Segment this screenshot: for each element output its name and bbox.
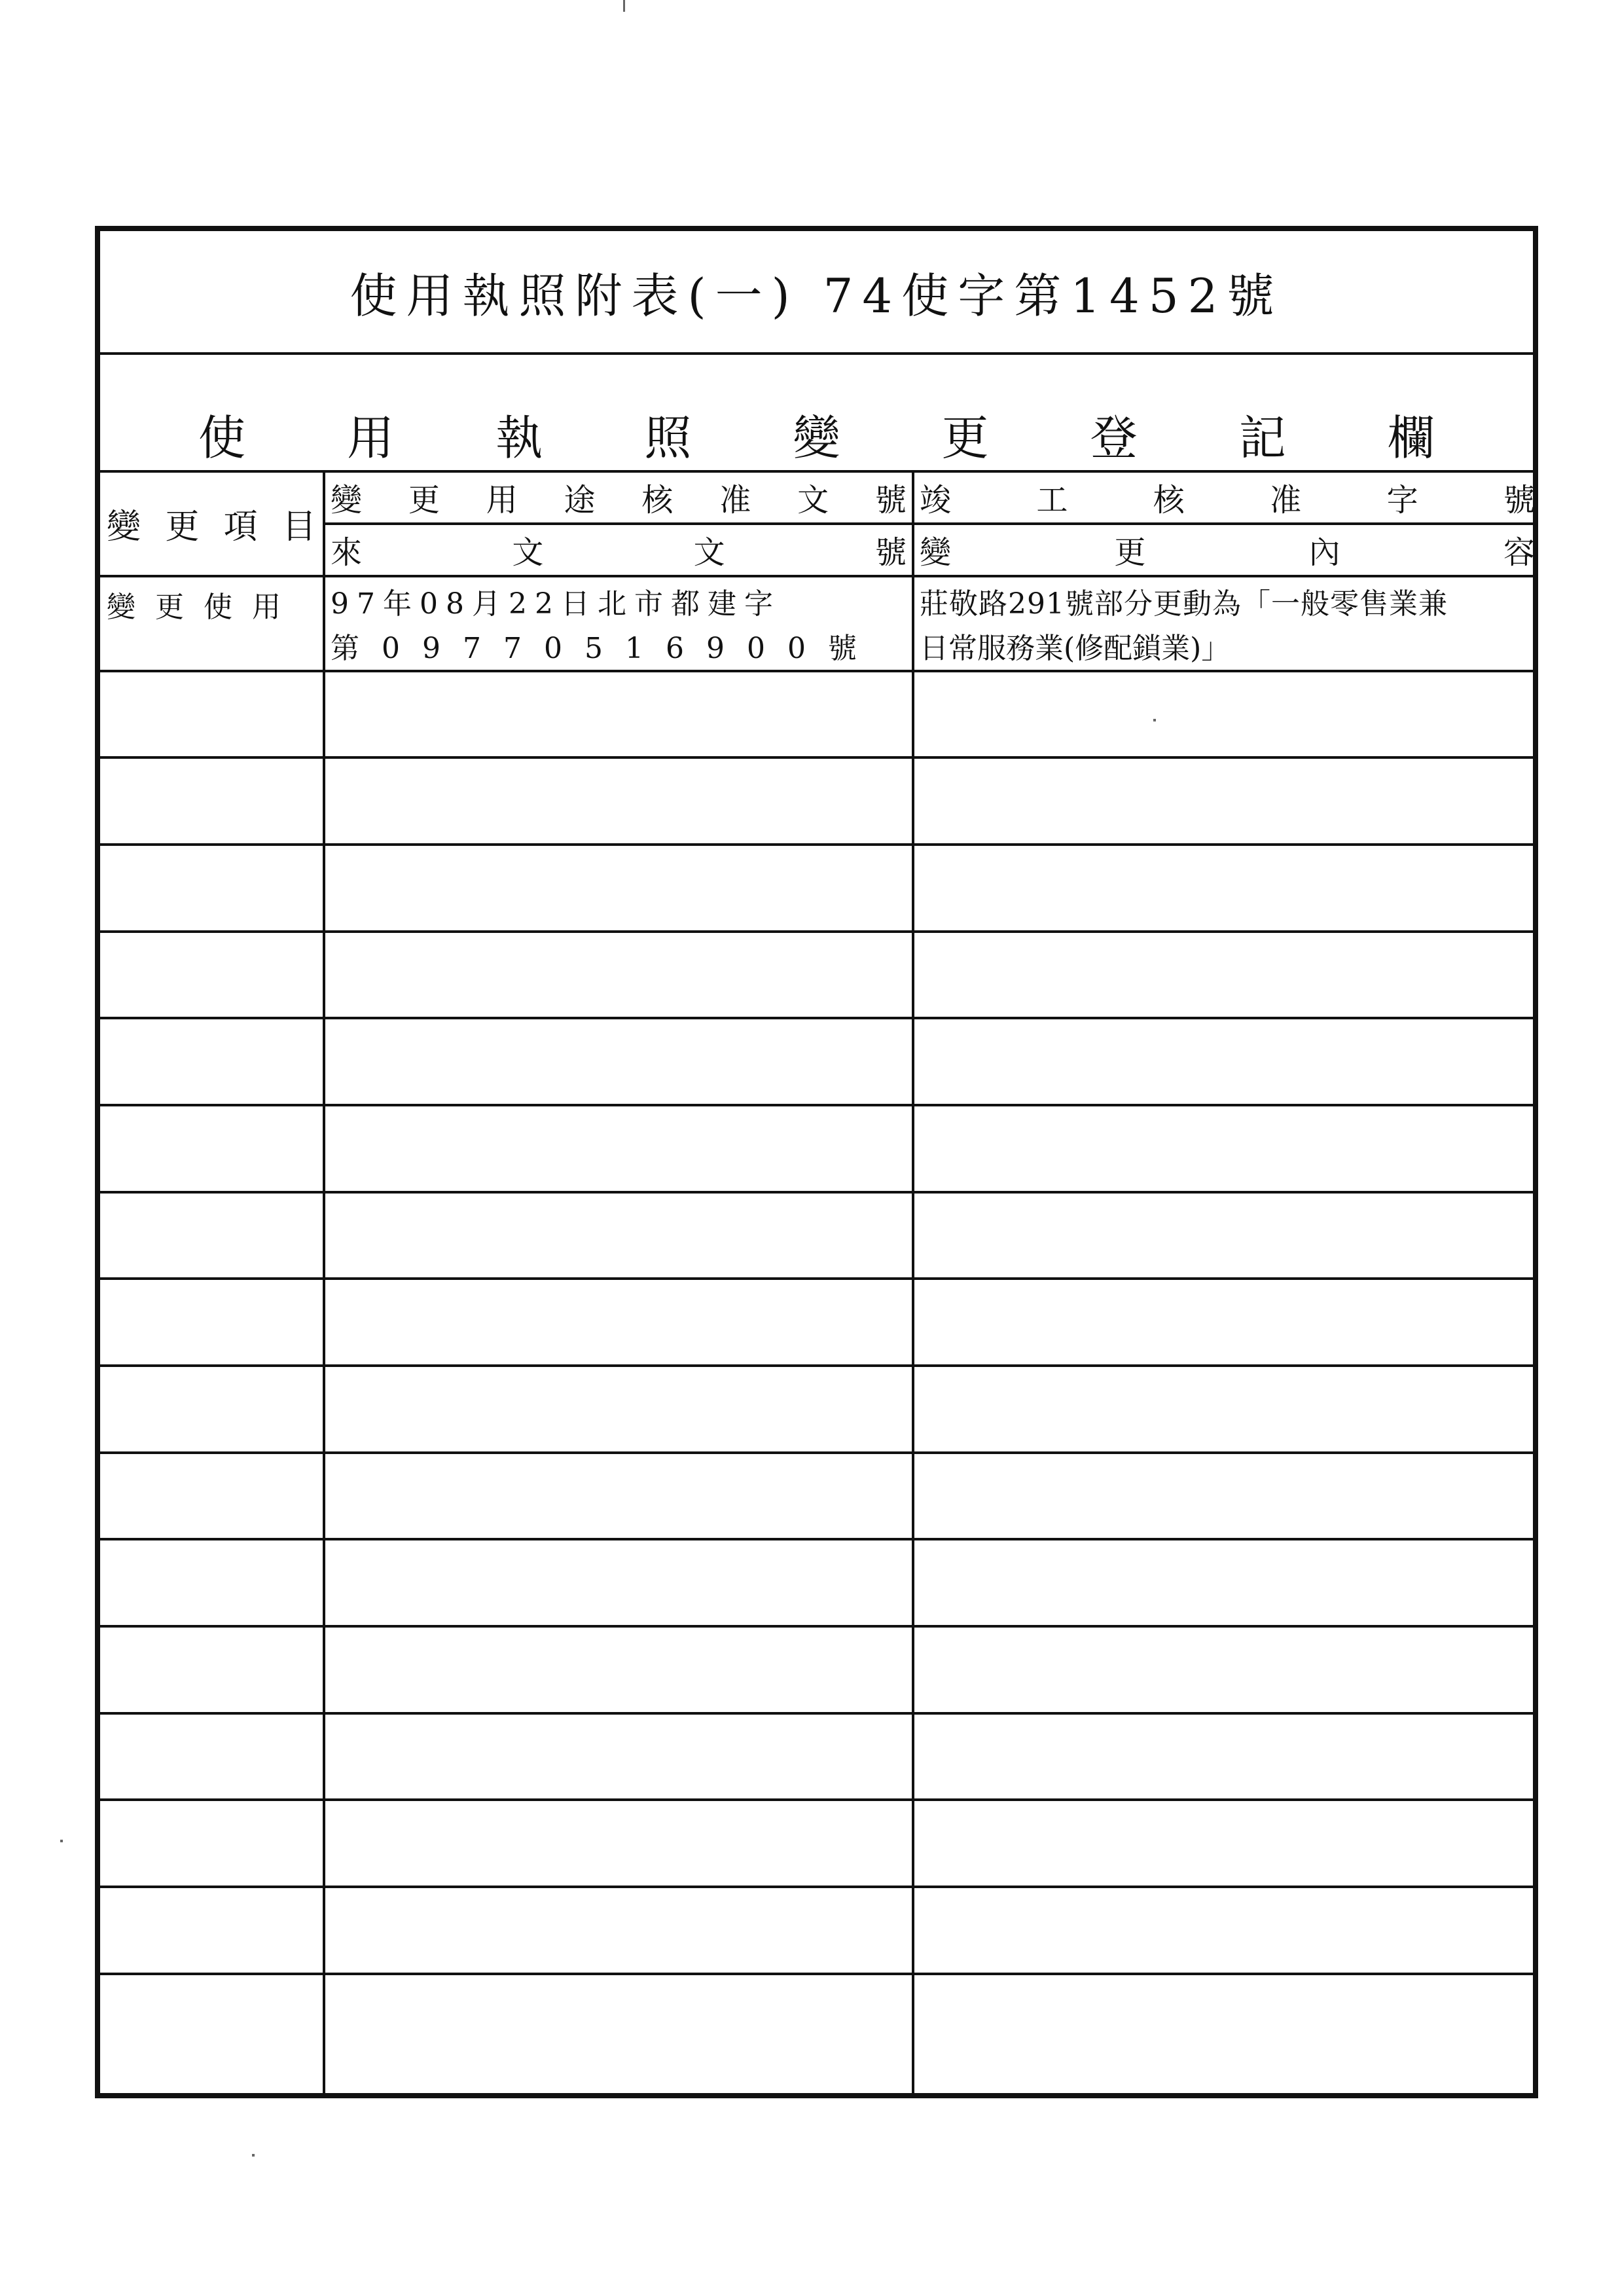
header-char: 文 xyxy=(693,534,725,571)
row-doc-no-line1: 97年08月22日北市都建字 xyxy=(331,587,781,621)
header-char: 項 xyxy=(223,507,258,547)
row-content-line2: 日常服務業(修配鎖業)」 xyxy=(920,632,1231,665)
header-char: 號 xyxy=(1503,481,1535,519)
empty-row-rule xyxy=(100,1451,1533,1454)
header-char: 准 xyxy=(1270,481,1302,519)
header-char: 核 xyxy=(641,481,674,519)
empty-row-rule xyxy=(100,1973,1533,1975)
header-char: 內 xyxy=(1308,534,1340,571)
header-incoming-no xyxy=(331,526,907,573)
empty-row-rule xyxy=(100,756,1533,759)
header-char: 更 xyxy=(1114,534,1146,571)
header-char: 號 xyxy=(874,481,907,519)
scan-mark xyxy=(252,2154,255,2157)
column-divider xyxy=(912,470,914,2093)
subtitle-char: 變 xyxy=(793,410,840,465)
empty-row-rule xyxy=(100,1277,1533,1280)
rule xyxy=(100,575,1533,577)
subtitle-char: 記 xyxy=(1238,410,1286,465)
header-char: 更 xyxy=(408,481,440,519)
empty-row-rule xyxy=(100,1625,1533,1628)
header-char: 更 xyxy=(165,507,200,547)
header-approval-no xyxy=(331,473,907,520)
empty-row-rule xyxy=(100,1798,1533,1801)
header-char: 變 xyxy=(107,507,141,547)
header-item xyxy=(107,475,316,572)
row-content-line1: 莊敬路291號部分更動為「一般零售業兼 xyxy=(920,587,1448,621)
header-char: 號 xyxy=(874,534,907,571)
header-char: 准 xyxy=(719,481,751,519)
empty-row-rule xyxy=(100,1017,1533,1019)
rule xyxy=(323,522,1533,525)
subtitle-char: 照 xyxy=(644,410,692,465)
header-char: 字 xyxy=(1386,481,1418,519)
subtitle-char: 欄 xyxy=(1387,410,1435,465)
subtitle-char: 用 xyxy=(347,410,395,465)
empty-row-rule xyxy=(100,843,1533,846)
empty-row-rule xyxy=(100,1104,1533,1106)
subtitle-char: 使 xyxy=(198,410,246,465)
header-char: 變 xyxy=(331,481,363,519)
header-change-content xyxy=(920,526,1535,573)
empty-row-rule xyxy=(100,1191,1533,1194)
header-completion-no xyxy=(920,473,1535,520)
empty-row-rule xyxy=(100,1364,1533,1367)
header-char: 來 xyxy=(331,534,363,571)
empty-row-rule xyxy=(100,1712,1533,1715)
rule xyxy=(100,352,1533,355)
header-char: 變 xyxy=(920,534,952,571)
column-divider xyxy=(323,470,325,2093)
usage-license-change-form xyxy=(95,226,1538,2098)
header-char: 用 xyxy=(486,481,518,519)
empty-row-rule xyxy=(100,930,1533,933)
empty-row-rule xyxy=(100,1538,1533,1540)
header-char: 竣 xyxy=(920,481,952,519)
form-title: 使用執照附表(一) 74使字第1452號 xyxy=(350,268,1284,323)
row-item: 變更使用 xyxy=(107,591,300,624)
header-char: 途 xyxy=(564,481,596,519)
header-char: 核 xyxy=(1153,481,1185,519)
empty-row-rule xyxy=(100,1886,1533,1888)
subtitle-char: 登 xyxy=(1090,410,1138,465)
row-doc-no-line2: 第09770516900號 xyxy=(331,632,879,665)
header-char: 文 xyxy=(797,481,829,519)
scan-mark xyxy=(623,0,625,12)
header-char: 目 xyxy=(281,507,316,547)
subtitle-char: 更 xyxy=(941,410,989,465)
subtitle-char: 執 xyxy=(495,410,543,465)
scan-mark xyxy=(60,1840,63,1842)
rule xyxy=(100,670,1533,672)
header-char: 工 xyxy=(1036,481,1068,519)
rule xyxy=(100,470,1533,473)
header-char: 容 xyxy=(1503,534,1535,571)
header-char: 文 xyxy=(512,534,544,571)
